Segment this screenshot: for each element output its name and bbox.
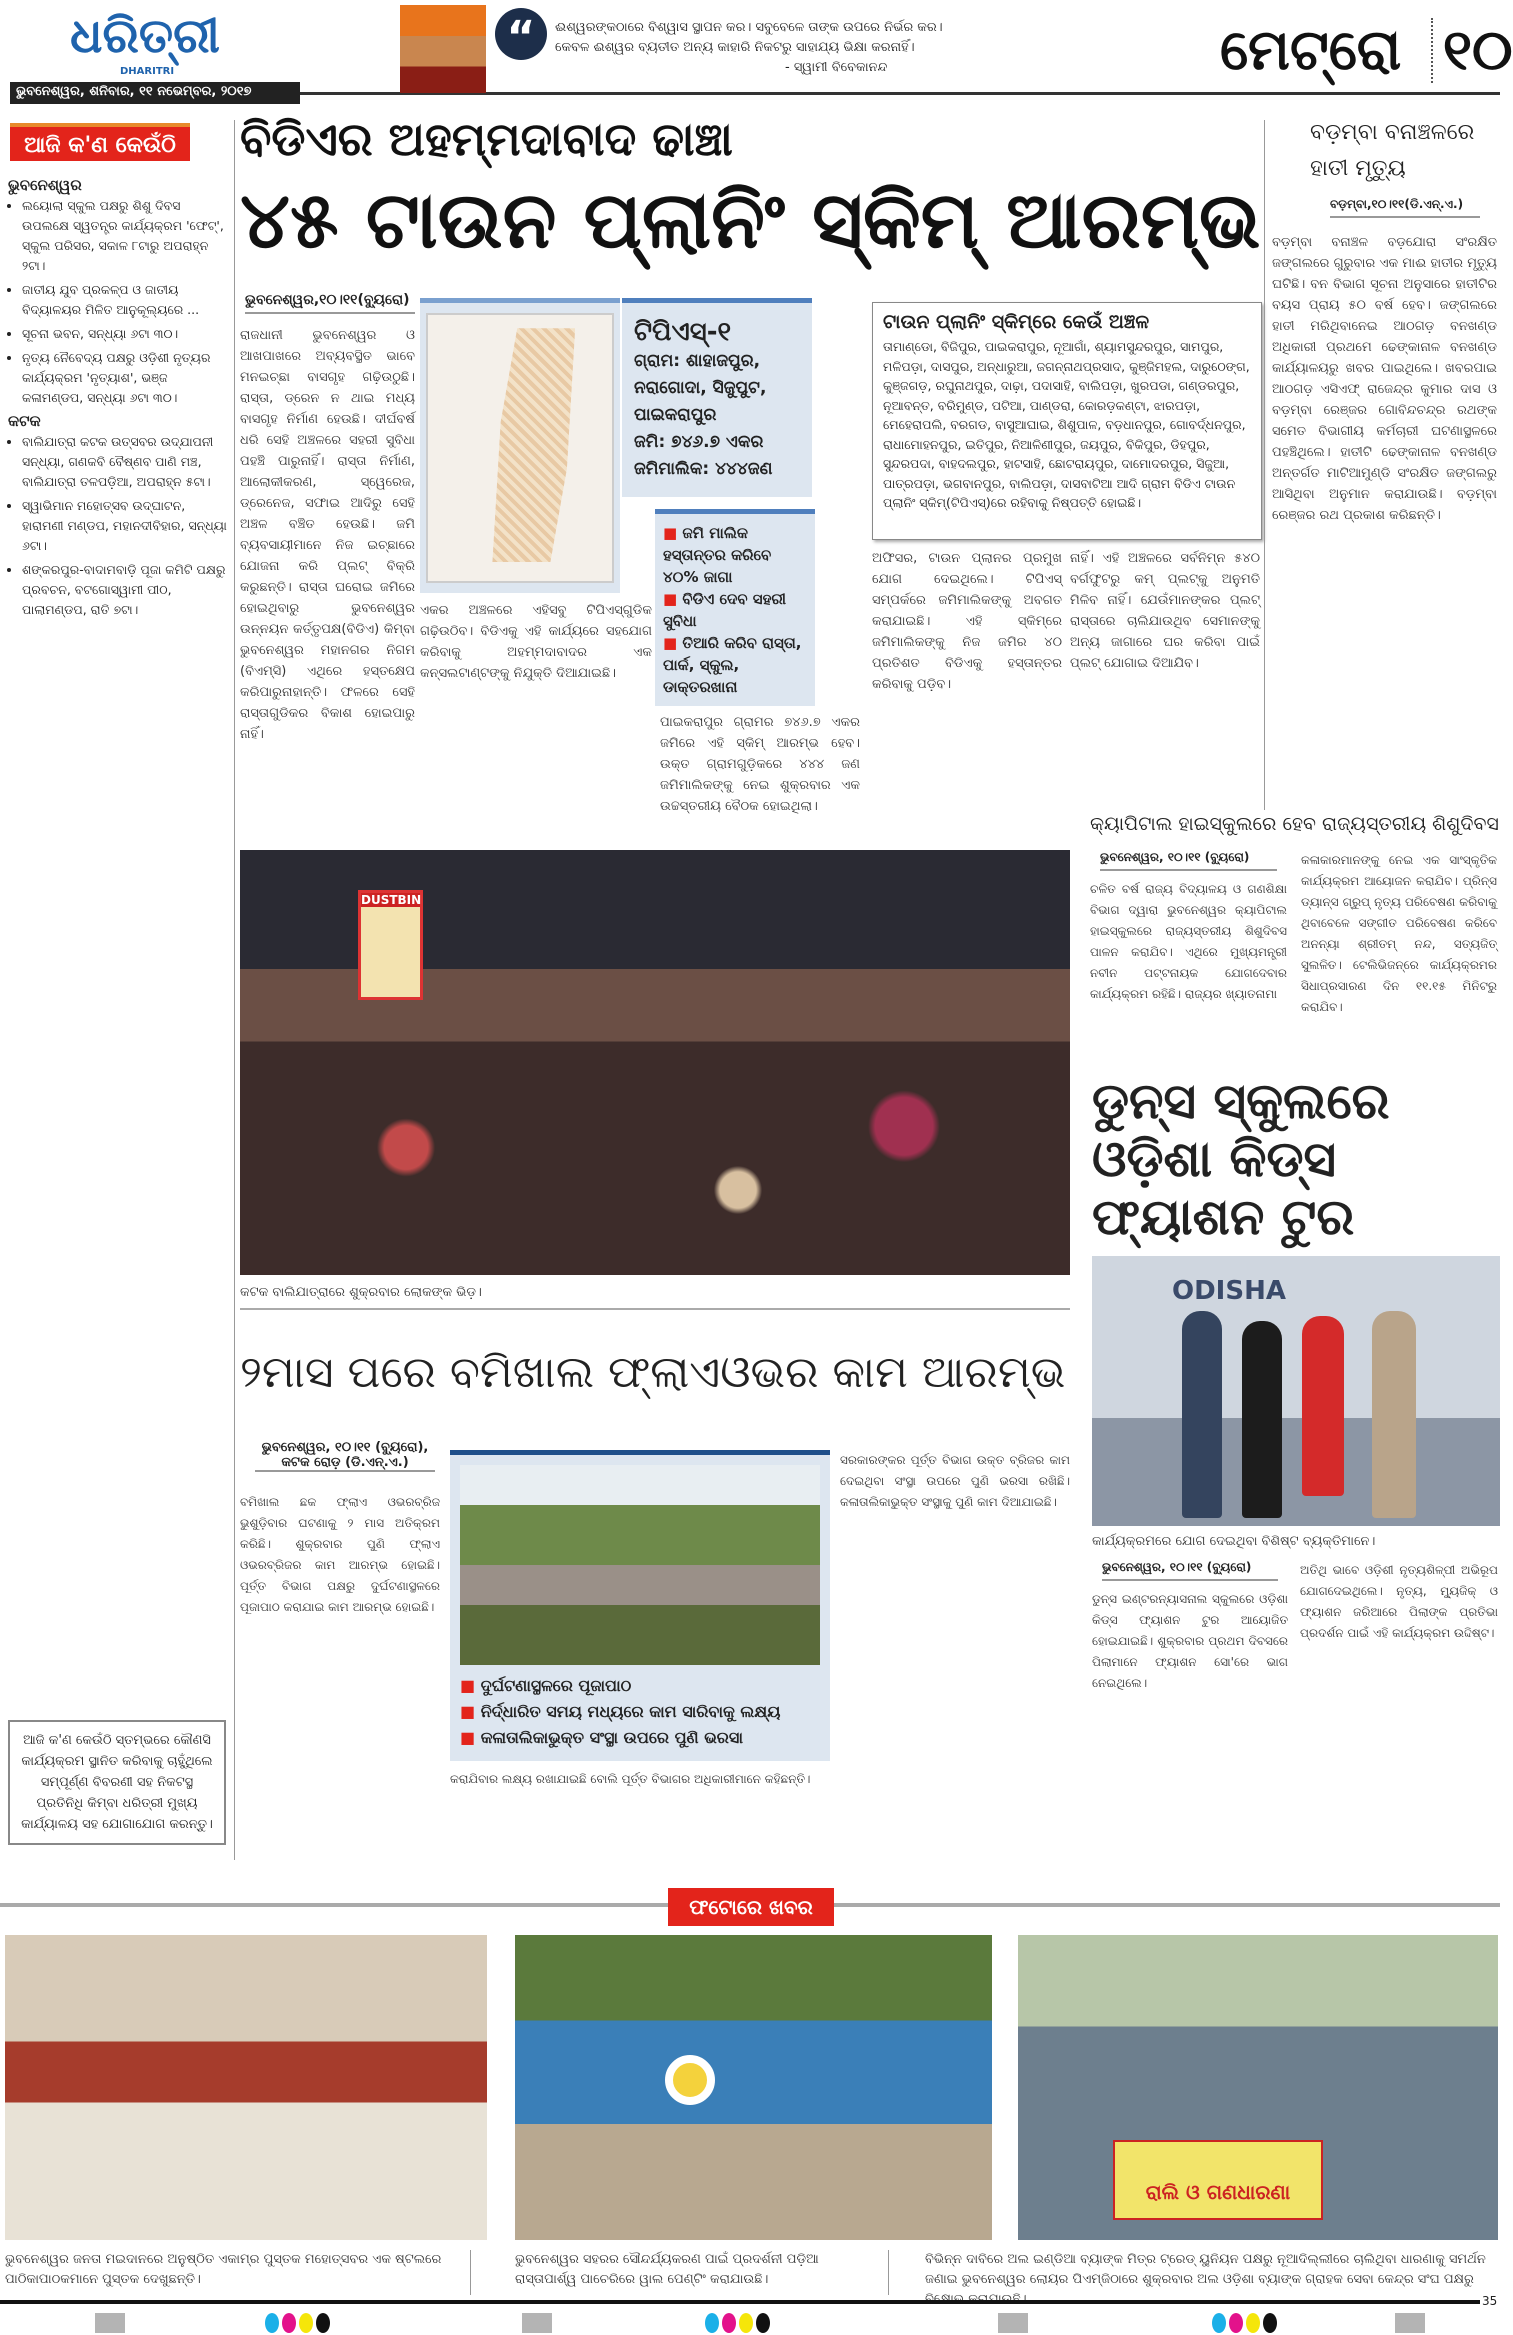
print-mark bbox=[522, 2313, 552, 2333]
lead-body-col2: ଏକର ଅଞ୍ଚଳରେ ଏହିସବୁ ଟିପିଏସ୍‌ଗୁଡିକ ଗଢ଼ିଉଠିବ। ବିଡିଏକୁ ଏହି କାର୍ଯ୍ୟରେ ସହଯୋଗ କରିବାକୁ ଅହମ୍ମଦାବାଦର ଏକ କନ୍‌ସଲଟାଣ୍ଟଙ୍କୁ ନିଯୁକ୍ତି ଦିଆଯାଇଛି। bbox=[420, 603, 652, 681]
photo-caption: ଭୁବନେଶ୍ୱର ସହରର ସୌନ୍ଦର୍ଯ୍ୟକରଣ ପାଇଁ ପ୍ରଦର୍ଶନୀ ପଡ଼ିଆ ରାସ୍ତାପାର୍ଶ୍ୱ ପାଚେରିରେ ୱାଲ ପେଣ୍ଟିଂ କରାଯାଉଛି। bbox=[515, 2252, 819, 2287]
fashion-story bbox=[1092, 1072, 1500, 1860]
highlight-item: ■ ଜମି ମାଲିକ ହସ୍ତାନ୍ତର କରିବେ ୪୦% ଜାଗା bbox=[663, 522, 807, 588]
highlight-item: ■ ବିଡିଏ ଦେବ ସହରୀ ସୁବିଧା bbox=[663, 588, 807, 632]
flyover-highlight: ■ କଳାତାଲିକାଭୁକ୍ତ ସଂସ୍ଥା ଉପରେ ପୁଣି ଭରସା bbox=[460, 1725, 820, 1751]
tps-owners: ଜମିମାଲିକ: ୪୪୪ଜଣ bbox=[634, 459, 773, 479]
events-tag: ଆଜି କ'ଣ କେଉଁଠି bbox=[10, 123, 190, 161]
flyover-col1: ବମିଖାଲ ଛକ ଫ୍ଲାଏ ଓଭରବ୍ରିଜ ଭୁଶୁଡ଼ିବାର ଘଟଣାକୁ ୨ ମାସ ଅତିକ୍ରମ କରିଛି। ଶୁକ୍ରବାର ପୁଣି ଫ୍ଲାଏ ଓଭରବ୍ରିଜର କାମ ଆରମ୍ଭ ହୋଇଛି। ପୂର୍ତ୍ତ ବିଭାଗ ପକ୍ଷରୁ ଦୁର୍ଘଟଣାସ୍ଥଳରେ ପୂଜାପାଠ କରାଯାଇ କାମ ଆରମ୍ଭ ହୋଇଛି। bbox=[240, 1495, 440, 1614]
childrens-day-headline: କ୍ୟାପିଟାଲ ହାଇସ୍କୁଲରେ ହେବ ରାଜ୍ୟସ୍ତରୀୟ ଶିଶୁଦିବସ bbox=[1090, 813, 1499, 835]
fashion-caption: କାର୍ଯ୍ୟକ୍ରମରେ ଯୋଗ ଦେଇଥିବା ବିଶିଷ୍ଟ ବ୍ୟକ୍ତିମାନେ। bbox=[1092, 1534, 1376, 1549]
masthead-logo: ଧରିତ୍ରୀ bbox=[70, 8, 220, 64]
photo-sign: ODISHA bbox=[1172, 1276, 1286, 1306]
lead-body-col3: ପାଇକରାପୁର ଗ୍ରାମର ୭୪୬.୭ ଏକର ଜମିରେ ଏହି ସ୍କିମ୍ ଆରମ୍ଭ ହେବ। ଉକ୍ତ ଗ୍ରାମଗୁଡ଼ିକରେ ୪୪୪ ଜଣ ଜମିମାଲିକଙ୍କୁ ନେଇ ଶୁକ୍ରବାର ଏକ ଉଚ୍ଚସ୍ତରୀୟ ବୈଠକ ହୋଇଥିଲା। bbox=[660, 715, 860, 814]
events-city: କଟକ bbox=[8, 412, 41, 430]
crowd-photo bbox=[240, 850, 1070, 1275]
flyover-photo bbox=[460, 1465, 820, 1665]
crowd-photo-caption: କଟକ ବାଲିଯାତ୍ରାରେ ଶୁକ୍ରବାର ଲୋକଙ୍କ ଭିଡ଼। bbox=[240, 1285, 482, 1300]
event-item: • ସ୍ୱାଭିମାନ ମହୋତ୍ସବ ଉଦ୍‌ଘାଟନ, ହାରାମଣୀ ମଣ୍ଡପ, ମହାନଦୀବିହାର, ସନ୍ଧ୍ୟା ୬ଟା। bbox=[22, 496, 230, 556]
fashion-photo bbox=[1092, 1256, 1500, 1526]
vivekananda-portrait bbox=[400, 5, 486, 93]
tps-title: ଟିପିଏସ୍-୧ bbox=[634, 317, 732, 347]
masthead-logo-sub: DHARITRI bbox=[120, 66, 175, 77]
print-mark bbox=[998, 2313, 1028, 2333]
banner-text: DUSTBIN bbox=[361, 893, 422, 907]
highlight-item: ■ ତିଆରି କରିବ ରାସ୍ତା, ପାର୍କ, ସ୍କୁଲ, ଡାକ୍ତରଖାନା bbox=[663, 632, 807, 698]
area-box-text: ତାମାଣ୍ଡୋ, ବିଜିପୁର, ପାଇକରାପୁର, ନୂଆଗାଁ, ଶ୍ୟାମସୁନ୍ଦରପୁର, ସାମପୁର, ମଳିପଡ଼ା, ଦାସପୁର, ଅନ୍ଧାରୁଆ, ଜଗନ୍ନାଥପ୍ରସାଦ, କୁଞ୍ଜିମହଲ, ଦାରୁଠେଙ୍ଗ, କୁଞ୍ଜଗଡ଼, ରଘୁନାଥପୁର, ଦାଢ଼ା, ପଦାସାହି, ବାଲିପଡ଼ା, ଖୁରପଡା, ଗଣ୍ଡରପୁର, ନୂଆବନ୍ତ, ବରିମୁଣ୍ଡ, ପଟିଆ, ପାଣ୍ଡରା, କୋରଡ଼କଣ୍ଟା, ଝାରପଡ଼ା, ମେହେରାପଲି, ବରଗଡ, ବାସୁଆଘାଇ, ଶିଶୁପାଳ, ବଡ଼ଧାନପୁର, ଗୋବର୍ଦ୍ଧନପୁର, ରାଧାମୋହନପୁର, ଇତିପୁର, ନିଆଳିଣୀପୁର, ଜୟପୁର, ବିକିପୁର, ଡିହପୁର, ସୁନ୍ଦରପଦା, ବାହଦଲପୁର, ହାଟସାହି, ଛୋଟରାୟପୁର, ଦାମୋଦରପୁର, ସିଜୁଆ, ପାତ୍ରପଡ଼ା, ଭଗବାନପୁର, ବାଲିପଡ଼ା, ଦାସବାଟିଆ ଆଦି ଗ୍ରାମ ବିଡିଏ ଟାଉନ ପ୍ଲାନିଂ ସ୍କିମ୍(ଟିପିଏସ୍)ରେ ରହିବାକୁ ନିଷ୍ପତ୍ତି ହୋଇଛି। bbox=[883, 339, 1250, 510]
quote-author: - ସ୍ୱାମୀ ବିବେକାନନ୍ଦ bbox=[785, 60, 888, 75]
elephant-body: ବଡ଼ମ୍ବା ବନାଞ୍ଚଳ ବଡ଼ଯୋରା ସଂରକ୍ଷିତ ଜଙ୍ଗଲରେ ଗୁରୁବାର ଏକ ମାଈ ହାତୀର ମୃତ୍ୟୁ ଘଟିଛି। ବନ ବିଭାଗ ସୂଚନା ଅନୁସାରେ ହାତୀଟିର ବୟସ ପ୍ରାୟ ୫୦ ବର୍ଷ ହେବ। ଜଙ୍ଗଲରେ ହାତୀ ମରିଥିବାନେଇ ଆଠଗଡ଼ ବନଖଣ୍ଡ ଅଧିକାରୀ ପ୍ରଥମେ ଢେଙ୍କାନାଳ ବନଖଣ୍ଡ କାର୍ଯ୍ୟାଳୟରୁ ଖବର ପାଇଥିଲେ। ଖବରପାଇ ଆଠଗଡ଼ ଏସିଏଫ୍ ରାଜେନ୍ଦ୍ର କୁମାର ଦାସ ଓ ବଡ଼ମ୍ବା ରେଞ୍ଜର ଗୋବିନ୍ଦଚନ୍ଦ୍ର ରଥଙ୍କ ସମେତ ବିଭାଗୀୟ କର୍ମଚାରୀ ଘଟଣାସ୍ଥଳରେ ପହଞ୍ଚିଥିଲେ। ହାତୀଟି ଢେଙ୍କାନାଳ ବନଖଣ୍ଡ ଅନ୍ତର୍ଗତ ମାଟିଆମୁଣ୍ଡି ସଂରକ୍ଷିତ ଜଙ୍ଗଲରୁ ଆସିଥିବା ଅନୁମାନ କରାଯାଉଛି। ବଡ଼ମ୍ବା ରେଞ୍ଜର ରଥ ପ୍ରକାଶ କରିଛନ୍ତି। bbox=[1272, 235, 1497, 523]
events-notice: ଆଜି କ'ଣ କେଉଁଠି ସ୍ତମ୍ଭରେ କୌଣସି କାର୍ଯ୍ୟକ୍ରମ ସ୍ଥାନିତ କରିବାକୁ ଚାହୁଁଥିଲେ ସମ୍ପୂର୍ଣ୍ଣ ବିବରଣୀ ସହ ନିକଟସ୍ଥ ପ୍ରତିନିଧି କିମ୍ବା ଧରିତ୍ରୀ ମୁଖ୍ୟ କାର୍ଯ୍ୟାଳୟ ସହ ଯୋଗାଯୋଗ କରନ୍ତୁ। bbox=[8, 1720, 226, 1845]
event-item: • ସୂଚନା ଭବନ, ସନ୍ଧ୍ୟା ୬ଟା ୩୦। bbox=[22, 324, 230, 344]
flyover-photo-box bbox=[450, 1450, 830, 1761]
photo-caption: ବିଭିନ୍ନ ଦାବିରେ ଅଲ ଇଣ୍ଡିଆ ବ୍ୟାଙ୍କ ମିତ୍ର ଟ୍ରେଡ୍ ୟୁନିୟନ ପକ୍ଷରୁ ନୂଆଦିଲ୍ଲୀରେ ଚାଲିଥିବା ଧାରଣାକୁ ସମର୍ଥନ ଜଣାଇ ଭୁବନେଶ୍ୱର ଲୋୟର ପିଏମ୍‌ଜିଠାରେ ଶୁକ୍ରବାର ଅଲ ଓଡ଼ିଶା ବ୍ୟାଙ୍କ ଗ୍ରାହକ ସେବା କେନ୍ଦ୍ର ସଂଘ ପକ୍ଷରୁ bbox=[925, 2252, 1486, 2287]
flyover-headline: ୨ମାସ ପରେ ବମିଖାଲ ଫ୍ଲାଏଓଭର କାମ ଆରମ୍ଭ bbox=[240, 1347, 1066, 1398]
elephant-story bbox=[1272, 115, 1497, 805]
elephant-dateline: ବଡ଼ମ୍ବା,୧୦।୧୧(ଡି.ଏନ୍.ଏ.) bbox=[1330, 197, 1480, 218]
wall-painting-photo bbox=[515, 1935, 992, 2240]
events-city: ଭୁବନେଶ୍ୱର bbox=[8, 176, 82, 194]
issue-dateline: ଭୁବନେଶ୍ୱର, ଶନିବାର, ୧୧ ନଭେମ୍ବର, ୨୦୧୭ bbox=[10, 82, 300, 104]
flyover-highlight: ■ ନିର୍ଦ୍ଧାରିତ ସମୟ ମଧ୍ୟରେ କାମ ସାରିବାକୁ ଲକ୍ଷ୍ୟ bbox=[460, 1699, 820, 1725]
flyover-col2: କରାଯିବାର ଲକ୍ଷ୍ୟ ରଖାଯାଇଛି ବୋଲି ପୂର୍ତ୍ତ ବିଭାଗର ଅଧିକାରୀମାନେ କହିଛନ୍ତି। bbox=[450, 1772, 811, 1786]
map-photo bbox=[420, 298, 620, 593]
fashion-dateline: ଭୁବନେଶ୍ୱର, ୧୦।୧୧ (ବ୍ୟୁରୋ) bbox=[1102, 1560, 1278, 1581]
protest-banner: ରାଲି ଓ ଗଣଧାରଣା bbox=[1113, 2140, 1323, 2220]
elephant-headline: ବଡ଼ମ୍ବା ବନାଞ୍ଚଳରେ ହାତୀ ମୃତ୍ୟୁ bbox=[1310, 120, 1475, 181]
childrens-day-col1: ଚଳିତ ବର୍ଷ ରାଜ୍ୟ ବିଦ୍ୟାଳୟ ଓ ଗଣଶିକ୍ଷା ବିଭାଗ ଦ୍ୱାରା ଭୁବନେଶ୍ୱର କ୍ୟାପିଟାଲ ହାଇସ୍କୁଲରେ ରାଜ୍ୟସ୍ତରୀୟ ଶିଶୁଦିବସ ପାଳନ କରାଯିବ। ଏଥିରେ ମୁଖ୍ୟମନ୍ତ୍ରୀ ନବୀନ ପଟ୍ଟନାୟକ ଯୋଗଦେବାର କାର୍ଯ୍ୟକ୍ରମ ରହିଛି। ରାଜ୍ୟର ଖ୍ୟାତନାମା bbox=[1090, 882, 1287, 1001]
section-title bbox=[1220, 18, 1513, 84]
fashion-col1: ଡୁନ୍‌ସ ଇଣ୍ଟରନ୍ୟାସନାଲ ସ୍କୁଲରେ ଓଡ଼ିଶା କିଡ୍‌ସ ଫ୍ୟାଶନ ଟୁର ଆୟୋଜିତ ହୋଇଯାଇଛି। ଶୁକ୍ରବାର ପ୍ରଥମ ଦିବସରେ ପିଲାମାନେ ଫ୍ୟାଶନ ସୋ'ରେ ଭାଗ ନେଇଥିଲେ। bbox=[1092, 1592, 1288, 1690]
childrens-day-story bbox=[1090, 806, 1500, 1058]
tps-land: ଜମି: ୭୪୬.୭ ଏକର bbox=[634, 432, 764, 452]
fashion-headline: ଡୁନ୍‌ସ ସ୍କୁଲରେ ଓଡ଼ିଶା କିଡ୍‌ସ ଫ୍ୟାଶନ ଟୁର bbox=[1092, 1072, 1390, 1246]
area-box-title: ଟାଉନ ପ୍ଲାନିଂ ସ୍କିମ୍‌ରେ କେଉଁ ଅଞ୍ଚଳ bbox=[883, 311, 1150, 333]
flyover-dateline bbox=[255, 1440, 435, 1472]
tps-box bbox=[622, 298, 812, 497]
registration-mark bbox=[1212, 2313, 1277, 2333]
lead-body-col4: ଅଫିସର, ଟାଉନ ପ୍ଲାନର ପ୍ରମୁଖ ଯୋଗ ଦେଇଥିଲେ। ଟିପିଏସ୍ ସମ୍ପର୍କରେ ଜମିମାଲିକଙ୍କୁ ଅବଗତ କରାଯାଇଛି। ଏହି ସ୍କିମ୍‌ରେ ଜମିମାଲିକଙ୍କୁ ନିଜ ଜମିର ୪୦ ପ୍ରତିଶତ ବିଡିଏକୁ ହସ୍ତାନ୍ତର କରିବାକୁ ପଡ଼ିବ। bbox=[872, 551, 1062, 692]
registration-mark bbox=[705, 2313, 770, 2333]
flyover-highlight: ■ ଦୁର୍ଘଟଣାସ୍ଥଳରେ ପୂଜାପାଠ bbox=[460, 1673, 820, 1699]
childrens-day-col2: କଳାକାରମାନଙ୍କୁ ନେଇ ଏକ ସାଂସ୍କୃତିକ କାର୍ଯ୍ୟକ୍ରମ ଆୟୋଜନ କରାଯିବ। ପ୍ରିନ୍ସ ଡ୍ୟାନ୍ସ ଗ୍ରୁପ୍ ନୃତ୍ୟ ପରିବେଷଣ କରିବାକୁ ଥିବାବେଳେ ସଙ୍ଗୀତ ପରିବେଷଣ କରିବେ ଅନନ୍ୟା ଶ୍ରୀତମ୍ ନନ୍ଦ, ସତ୍ୟଜିତ୍ ସୁଲଳିତ। ଟେଲିଭିଜନ୍‌ରେ କାର୍ଯ୍ୟକ୍ରମର ସିଧାପ୍ରସାରଣ ଦିନ ୧୧.୧୫ ମିନିଟରୁ କରାଯିବ। bbox=[1301, 853, 1497, 1014]
fashion-col2: ଅତିଥି ଭାବେ ଓଡ଼ିଶୀ ନୃତ୍ୟଶିଳ୍ପୀ ଅଭିରୂପ ଯୋଗଦେଇଥିଲେ। ନୃତ୍ୟ, ମ୍ୟୁଜିକ୍ ଓ ଫ୍ୟାଶନ ଜରିଆରେ ପିଲାଙ୍କ ପ୍ରତିଭା ପ୍ରଦର୍ଶନ ପାଇଁ ଏହି କାର୍ଯ୍ୟକ୍ରମ ଉଦ୍ଦିଷ୍ଟ। bbox=[1300, 1563, 1498, 1640]
flyover-middle-column bbox=[450, 1450, 830, 1860]
event-item: • ଜାତୀୟ ଯୁବ ପ୍ରକଳ୍ପ ଓ ଜାତୀୟ ବିଦ୍ୟାଳୟର ମିଳିତ ଆନୁକୂଲ୍ୟରେ ... bbox=[22, 280, 230, 320]
lead-highlights bbox=[655, 509, 815, 706]
area-box bbox=[872, 302, 1262, 540]
events-column bbox=[8, 172, 230, 624]
lead-body-col5: ନାହିଁ। ଏହି ଅଞ୍ଚଳରେ ସର୍ବନିମ୍ନ ୫୪୦ ବର୍ଗଫୁଟରୁ କମ୍ ପ୍ଲଟ୍‌କୁ ଅନୁମତି ମିଳିବ ନାହିଁ। ଯେଉଁମାନଙ୍କର ପ୍ଲଟ୍ ରାସ୍ତାରେ ଚାଲିଯାଉଥିବ ସେମାନଙ୍କୁ ଅନ୍ୟ ଜାଗାରେ ଘର କରିବା ପାଇଁ ପ୍ଲଟ୍ ଯୋଗାଇ ଦିଆଯିବ। bbox=[1070, 551, 1260, 671]
section-name: ମେଟ୍ରୋ bbox=[1220, 18, 1402, 83]
quote-line: କେବଳ ଈଶ୍ୱର ବ୍ୟତୀତ ଅନ୍ୟ କାହାରି ନିକଟରୁ ସାହାଯ୍ୟ ଭିକ୍ଷା କରନାହିଁ। bbox=[555, 40, 915, 55]
tps-village: ଗ୍ରାମ: ଶାହାଜପୁର, ନରାଗୋଦା, ସିଜୁପୁଟ, ପାଇକରାପୁର bbox=[634, 351, 767, 425]
photo-caption: ଭୁବନେଶ୍ୱର ଜନତା ମଇଦାନରେ ଅନୁଷ୍ଠିତ ଏକାମ୍ର ପୁସ୍ତକ ମହୋତ୍ସବର ଏକ ଷ୍ଟଲରେ ପାଠିକାପାଠକମାନେ ପୁସ୍ତକ ଦେଖୁଛନ୍ତି। bbox=[5, 2252, 442, 2287]
lead-headline: ୪୫ ଟାଉନ ପ୍ଲାନିଂ ସ୍କିମ୍ ଆରମ୍ଭ bbox=[240, 176, 1261, 266]
lead-body-col1: ରାଜଧାନୀ ଭୁବନେଶ୍ୱର ଓ ଆଖପାଖରେ ଅବ୍ୟବସ୍ଥିତ ଭାବେ ମନଇଚ୍ଛା ବାସଗୃହ ଗଢ଼ିଉଠୁଛି। ରାସ୍ତା, ଡ୍ରେନ ନ ଥାଇ ମଧ୍ୟ ବାସଗୃହ ନିର୍ମାଣ ହେଉଛି। ଦୀର୍ଘବର୍ଷ ଧରି ସେହି ଅଞ୍ଚଳରେ ସହରୀ ସୁବିଧା ପହଞ୍ଚି ପାରୁନାହିଁ। ରାସ୍ତା ନିର୍ମାଣ, ଆଲୋକୀକରଣ, ସ୍ୱେରେଜ, ଡ୍ରେନେଜ, ସଫାଇ ଆଦିରୁ ସେହି ଅଞ୍ଚଳ ବଞ୍ଚିତ ହେଉଛି। ଜମି ବ୍ୟବସାୟୀମାନେ ନିଜ ଇଚ୍ଛାରେ ଯୋଜନା କରି ପ୍ଲଟ୍ ବିକ୍ରି କରୁଛନ୍ତି। ରାସ୍ତା ଘରୋଇ ଜମିରେ ହୋଇଥିବାରୁ ଭୁବନେଶ୍ୱର ଉନ୍ନୟନ କର୍ତ୍ତୃପକ୍ଷ(ବିଡିଏ) କିମ୍ବା ଭୁବନେଶ୍ୱର ମହାନଗର ନିଗମ (ବିଏମ୍‌ସି) ଏଥିରେ ହସ୍ତକ୍ଷେପ କରିପାରୁନାହାନ୍ତି। ଫଳରେ ସେହି ରାସ୍ତାଗୁଡିକର ବିକାଶ ହୋଇପାରୁ ନାହିଁ। bbox=[240, 328, 415, 742]
dateline-line: କଟକ ରୋଡ଼ (ଡି.ଏନ୍.ଏ.) bbox=[281, 1455, 409, 1470]
event-item: • ଲୟୋଲା ସ୍କୁଲ ପକ୍ଷରୁ ଶିଶୁ ଦିବସ ଉପଲକ୍ଷେ ସ୍ୱତନ୍ତ୍ର କାର୍ଯ୍ୟକ୍ରମ 'ଫେଟ୍', ସ୍କୁଲ ପରିସର, ସକାଳ ୮ଟାରୁ ଅପରାହ୍ନ ୨ଟା। bbox=[22, 196, 230, 276]
lead-dateline: ଭୁବନେଶ୍ୱର,୧୦।୧୧(ବ୍ୟୁରୋ) bbox=[245, 292, 415, 314]
flyover-col3: ସରକାରଙ୍କର ପୂର୍ତ୍ତ ବିଭାଗ ଉକ୍ତ ବ୍ରିଜର କାମ ଦେଇଥିବା ସଂସ୍ଥା ଉପରେ ପୁଣି ଭରସା ରଖିଛି। କଳାତାଲିକାଭୁକ୍ତ ସଂସ୍ଥାକୁ ପୁଣି କାମ ଦିଆଯାଇଛି। bbox=[840, 1453, 1070, 1509]
event-item: • ନୃତ୍ୟ ନୈବେଦ୍ୟ ପକ୍ଷରୁ ଓଡ଼ିଶୀ ନୃତ୍ୟର କାର୍ଯ୍ୟକ୍ରମ 'ନୃତ୍ୟାଶ', ଭଞ୍ଜ କଳାମଣ୍ଡପ, ସନ୍ଧ୍ୟା ୬ଟା ୩୦। bbox=[22, 348, 230, 408]
quote-of-day bbox=[555, 18, 1195, 78]
print-mark bbox=[1395, 2313, 1425, 2333]
dustbin-banner bbox=[358, 890, 423, 1000]
childrens-day-dateline: ଭୁବନେଶ୍ୱର, ୧୦।୧୧ (ବ୍ୟୁରୋ) bbox=[1100, 850, 1277, 871]
page-label: ୧୦ bbox=[1442, 18, 1513, 83]
book-fair-photo bbox=[5, 1935, 487, 2240]
photo-news-title: ଫଟୋରେ ଖବର bbox=[668, 1888, 834, 1926]
lead-kicker: ବିଡିଏର ଅହମ୍ମଦାବାଦ ଢାଞ୍ଚା bbox=[240, 112, 733, 166]
print-mark bbox=[95, 2313, 125, 2333]
event-item: • ଶଙ୍କରପୁର-ବାଦାମବାଡ଼ି ପୂଜା କମିଟି ପକ୍ଷରୁ ପ୍ରବଚନ, ବଟଗୋସ୍ୱାମୀ ପୀଠ, ପାଲାମଣ୍ଡପ, ରାତି ୭ଟା। bbox=[22, 560, 230, 620]
lead-middle-column bbox=[622, 298, 865, 814]
quote-icon: “ bbox=[495, 8, 547, 60]
page-number: 35 bbox=[1482, 2294, 1498, 2308]
quote-line: ଈଶ୍ୱରଙ୍କଠାରେ ବିଶ୍ୱାସ ସ୍ଥାପନ କର। ସବୁବେଳେ ତାଙ୍କ ଉପରେ ନିର୍ଭର କର। bbox=[555, 20, 943, 35]
event-item: • ବାଲିଯାତ୍ରା କଟକ ଉତ୍ସବର ଉଦ୍‌ଯାପନୀ ସନ୍ଧ୍ୟା, ଗଣକବି ବୈଷ୍ଣବ ପାଣି ମଞ୍ଚ, ବାଲିଯାତ୍ରା ତଳପଡ଼ିଆ, ଅପରାହ୍ନ ୫ଟା। bbox=[22, 432, 230, 492]
bank-protest-photo bbox=[1018, 1935, 1498, 2240]
dateline-line: ଭୁବନେଶ୍ୱର, ୧୦।୧୧ (ବ୍ୟୁରୋ), bbox=[261, 1440, 429, 1455]
registration-mark bbox=[265, 2313, 330, 2333]
